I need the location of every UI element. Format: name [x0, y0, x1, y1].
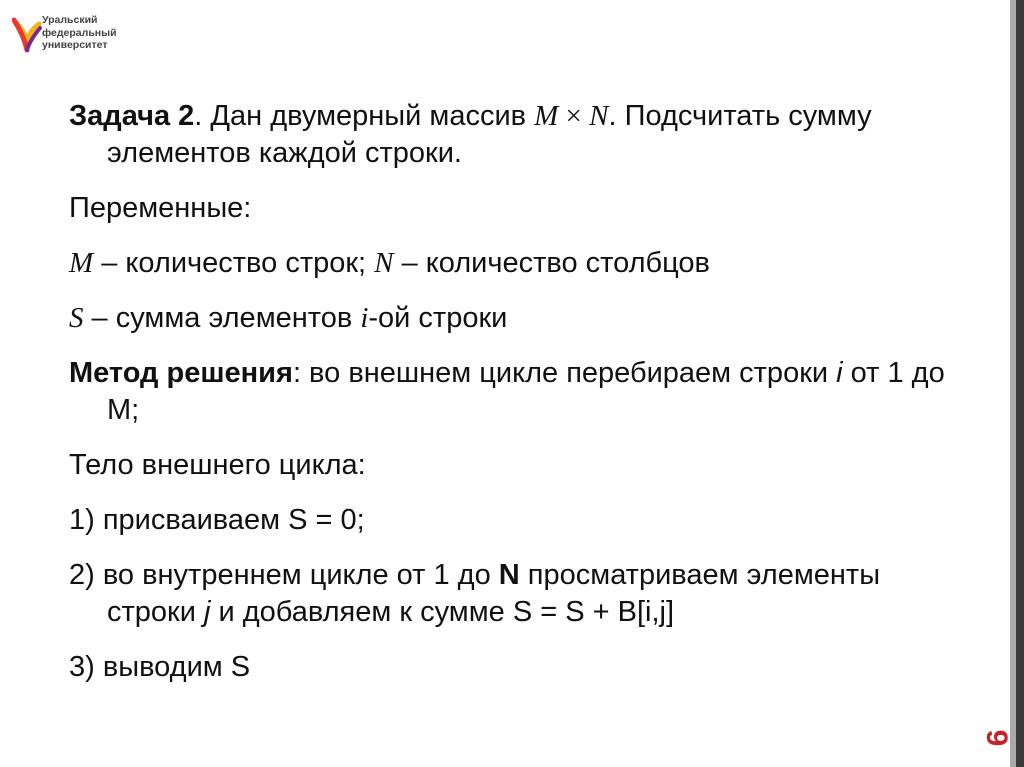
- var-m-text-2: – количество столбцов: [393, 247, 710, 279]
- task-text-1: . Дан двумерный массив: [194, 100, 535, 132]
- step-2-text-3: и добавляем к сумме S = S + B[i,j]: [210, 596, 675, 628]
- step-2-n-symbol: N: [498, 559, 520, 591]
- variable-m-line: [69, 245, 949, 282]
- step-2-j-symbol: j: [203, 596, 211, 628]
- logo-mark-icon: [12, 16, 42, 62]
- step-1: 1) присваиваем S = 0;: [69, 504, 365, 536]
- logo-line-2: федеральный: [42, 26, 117, 39]
- logo-line-1: Уральский: [42, 14, 98, 26]
- step-2: [69, 557, 949, 631]
- body-heading: Тело внешнего цикла:: [69, 449, 366, 481]
- task-label: Задача 2: [69, 100, 195, 132]
- slide-content: [69, 98, 949, 704]
- task-n-symbol: N: [589, 100, 609, 132]
- task-m-symbol: M: [534, 100, 559, 132]
- task-paragraph: [69, 98, 949, 172]
- logo-line-3: университет: [42, 39, 108, 51]
- var-s-text-2: -ой строки: [368, 302, 508, 334]
- var-s-symbol: S: [69, 302, 84, 334]
- university-logo: [12, 12, 162, 60]
- var-n-symbol: N: [374, 247, 394, 279]
- step-2-text-2: просматриваем элементы строки: [107, 559, 881, 628]
- var-m-symbol: M: [69, 247, 94, 279]
- method-i-symbol: i: [836, 357, 843, 389]
- right-edge-bar-dark: [1016, 0, 1024, 767]
- task-times-symbol: ×: [558, 100, 590, 132]
- method-paragraph: [69, 355, 949, 429]
- var-m-text-1: – количество строк;: [93, 247, 375, 279]
- var-i-symbol: i: [360, 302, 369, 334]
- task-text-2: . Подсчитать сумму элементов каждой строки.: [107, 100, 872, 169]
- method-text-1: : во внешнем цикле перебираем строки: [292, 357, 837, 389]
- method-label: Метод решения: [69, 357, 293, 389]
- step-3: 3) выводим S: [69, 651, 251, 683]
- variable-s-line: [69, 300, 949, 337]
- page-number: 9: [980, 729, 1013, 747]
- step-2-text-1: 2) во внутреннем цикле от 1 до: [69, 559, 499, 591]
- variables-heading: Переменные:: [69, 192, 252, 224]
- logo-text: [42, 14, 162, 52]
- var-s-text-1: – сумма элементов: [83, 302, 361, 334]
- method-text-2: от 1 до M;: [107, 357, 945, 426]
